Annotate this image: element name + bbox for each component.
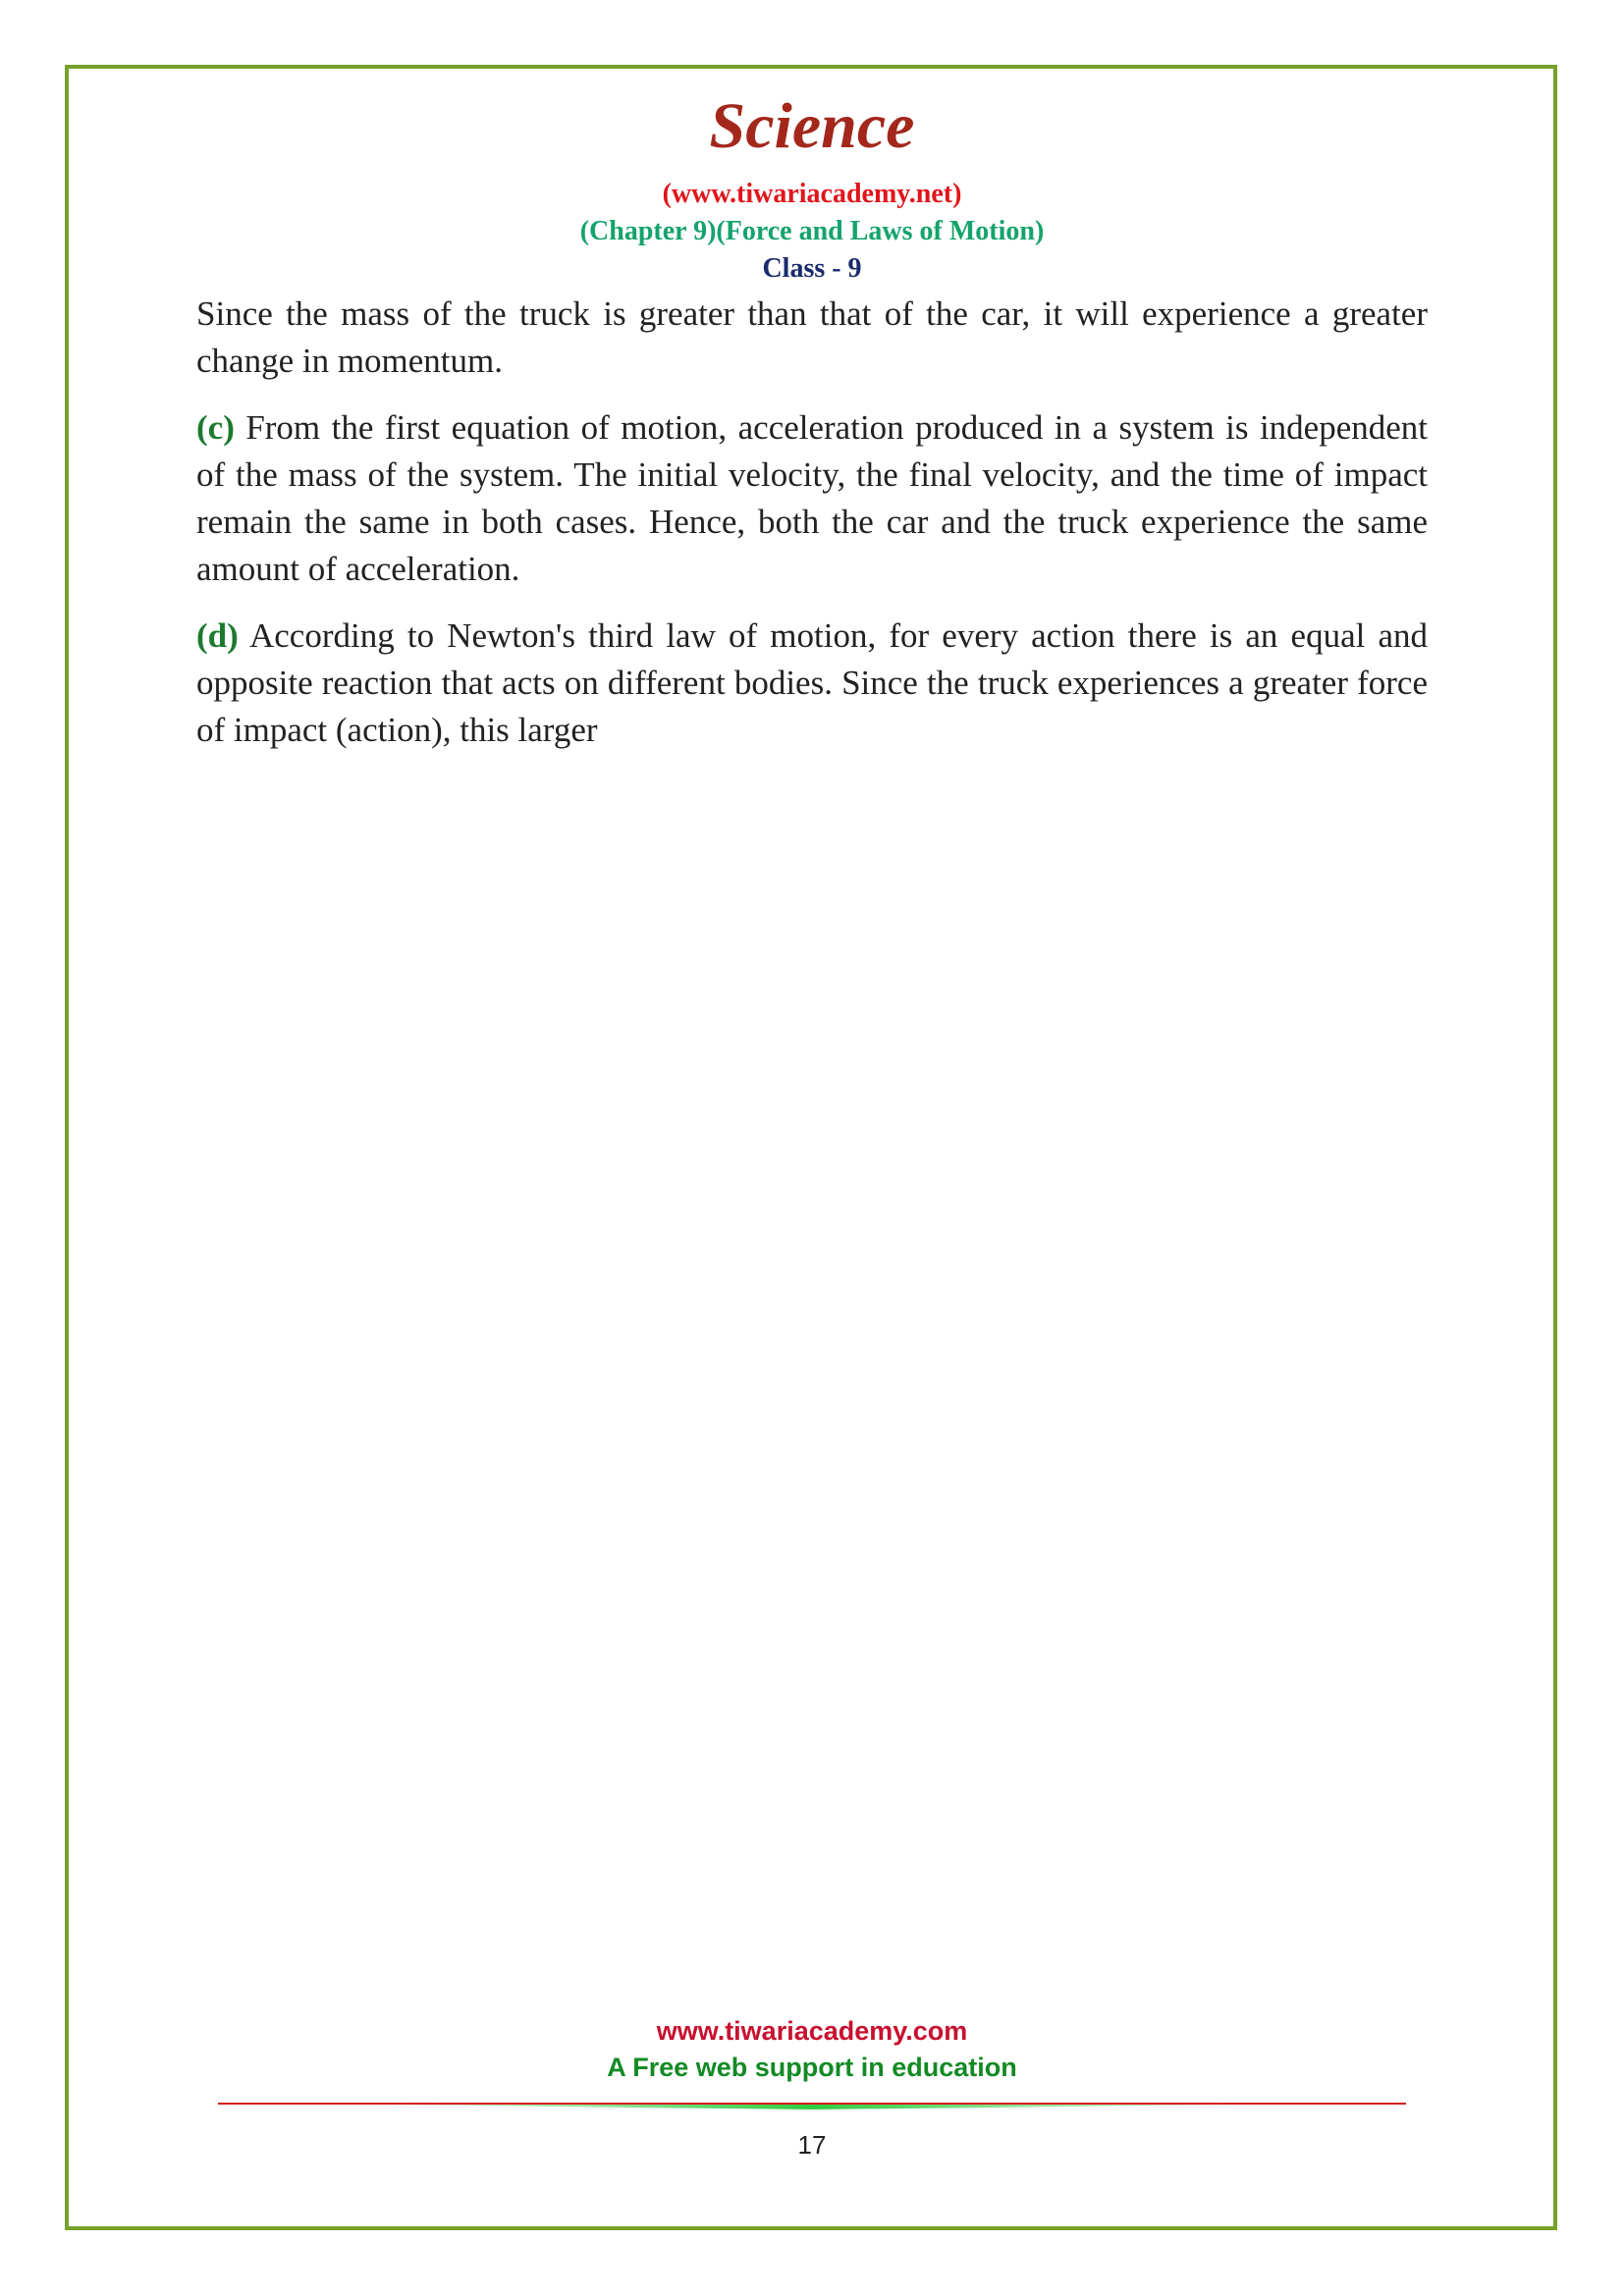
footer-website: www.tiwariacademy.com xyxy=(656,2016,968,2046)
answer-c-paragraph xyxy=(196,404,1428,593)
class-label: Class - 9 xyxy=(762,253,862,284)
header-website: (www.tiwariacademy.net) xyxy=(662,179,962,209)
answer-d-paragraph xyxy=(196,613,1428,754)
footer-tagline: A Free web support in education xyxy=(607,2053,1017,2082)
page-number: 17 xyxy=(797,2130,827,2160)
answer-text: From the first equation of motion, acceleration produced in a system is independent of the mass of the system. The initial velocity, the final velocity, and the time of impact remain the same in both cases. Hence, both the car and the truck experience the same amount of acceleration. xyxy=(196,408,1428,588)
document-title: Science xyxy=(709,90,915,162)
footer-divider xyxy=(218,2101,1406,2110)
document-body xyxy=(196,291,1428,774)
chapter-heading: (Chapter 9)(Force and Laws of Motion) xyxy=(579,216,1045,246)
answer-label: (c) xyxy=(196,408,235,447)
answer-text: According to Newton's third law of motion, for every action there is an equal and opposite reaction that acts on different bodies. Since the truck experiences a greater force of impact (action), this larger xyxy=(196,616,1428,749)
divider-red-line xyxy=(218,2103,1406,2105)
divider-green-wedge xyxy=(365,2105,1259,2109)
intro-paragraph: Since the mass of the truck is greater than that of the car, it will experience a greater change in momentum. xyxy=(196,294,1428,380)
answer-label: (d) xyxy=(196,616,239,655)
